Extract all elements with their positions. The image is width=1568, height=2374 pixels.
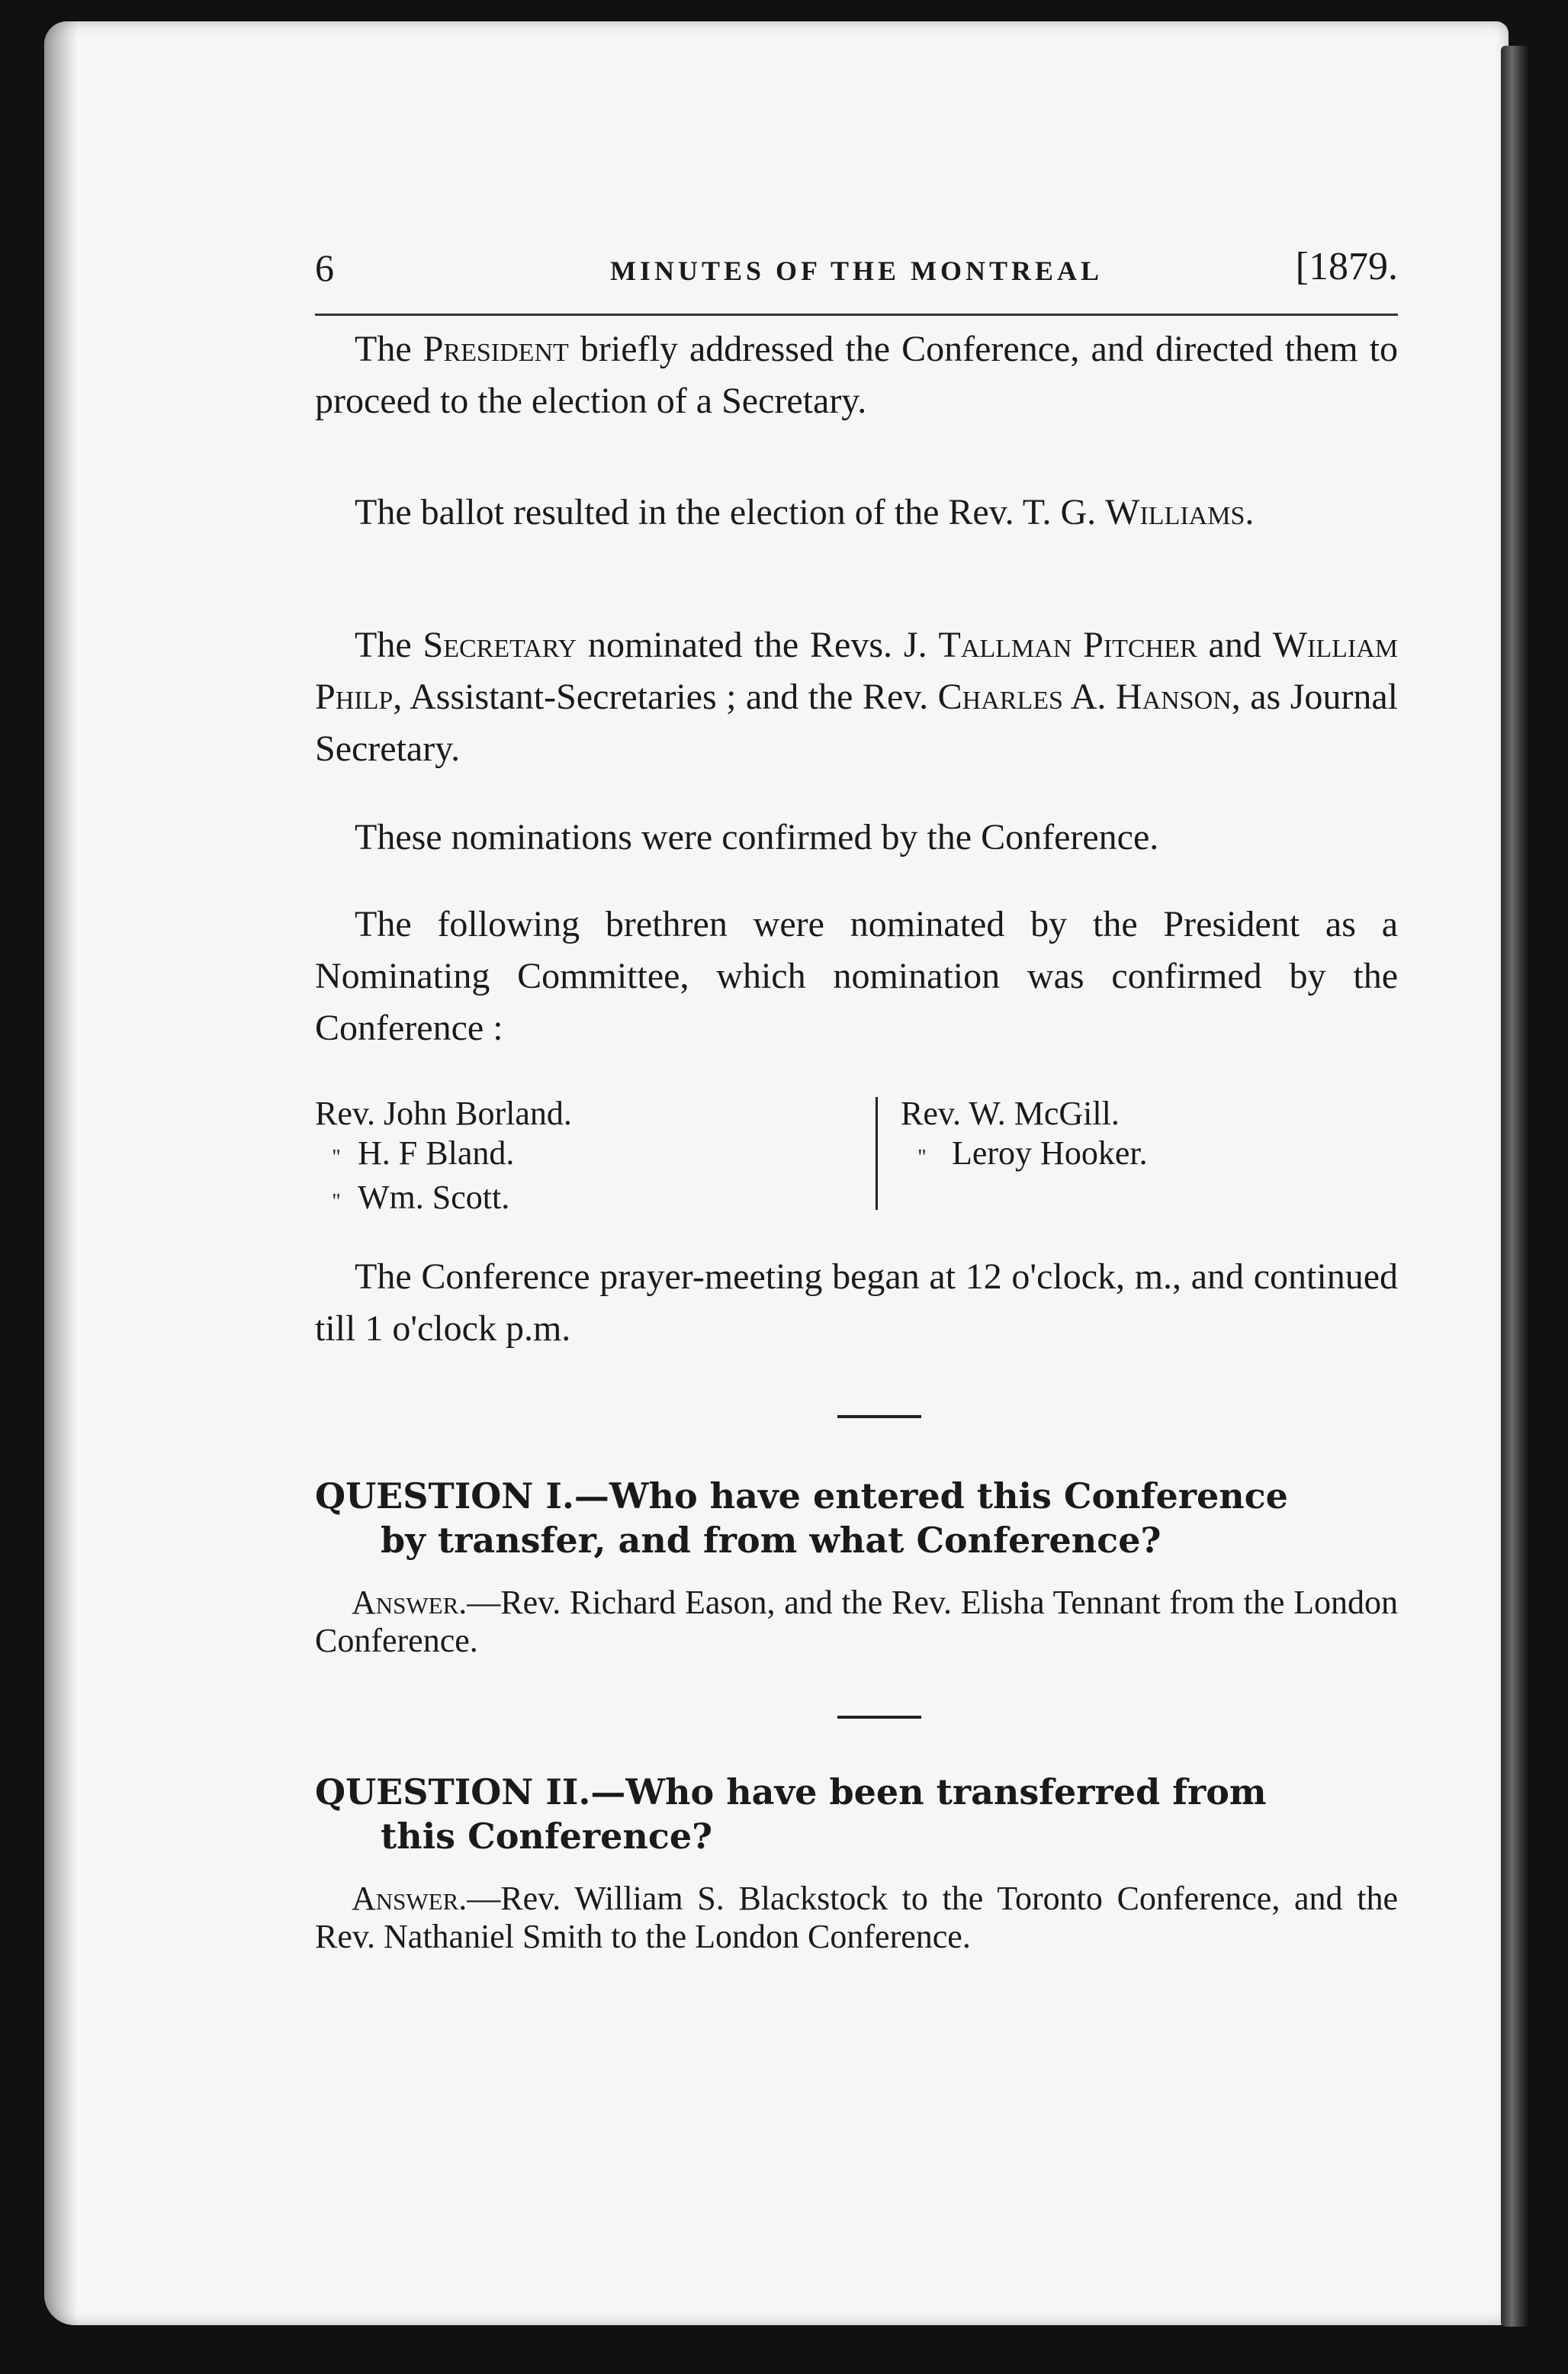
book-spine-edge: [1501, 46, 1528, 2327]
committee-member: Rev. John Borland.: [315, 1095, 572, 1132]
paragraph-president: The President briefly addressed the Conference, and directed them to proceed to the election of a Secretary.: [315, 329, 1399, 421]
header-rule: [315, 314, 1398, 316]
page-edge-shadow: [44, 21, 78, 2325]
question-1-line1: QUESTION I.—Who have entered this Conference: [315, 1475, 1288, 1517]
president-smallcaps: President: [423, 329, 569, 369]
paragraph-secretary: The Secretary nominated the Revs. J. Tallman Pitcher and William Philp, Assistant-Secretaries ; and the Rev. Charles A. Hanson, as Journal Secretary.: [315, 625, 1399, 769]
committee-member: " H. F Bland.: [332, 1134, 515, 1172]
answer-label: Answer.: [352, 1584, 468, 1621]
committee-left-column: [315, 1094, 572, 1222]
running-year: [1879.: [1295, 245, 1398, 288]
column-divider: [876, 1097, 878, 1210]
paragraph-prayer-meeting: The Conference prayer-meeting began at 12 o'clock, m., and continued till 1 o'clock p.m.: [315, 1256, 1398, 1349]
paragraph-ballot: The ballot resulted in the election of the Rev. T. G. Williams.: [355, 492, 1255, 532]
running-title: MINUTES OF THE MONTREAL: [609, 256, 1104, 286]
question-1-line2: by transfer, and from what Conference?: [381, 1520, 1162, 1561]
answer-1: Answer.—Rev. Richard Eason, and the Rev. Elisha Tennant from the London Conference.: [315, 1584, 1398, 1659]
book-page: [44, 21, 1509, 2325]
committee-member: " Wm. Scott.: [332, 1179, 510, 1216]
committee-right-column: [901, 1094, 1148, 1178]
committee-member: " Leroy Hooker.: [917, 1134, 1148, 1172]
paragraph-nominating-committee: The following brethren were nominated by the President as a Nominating Committee, which nomination was confirmed by the Conference :: [315, 904, 1398, 1048]
question-2: [315, 1770, 1398, 1858]
question-1: [315, 1474, 1398, 1562]
running-head: [315, 240, 1398, 293]
section-separator: [837, 1716, 921, 1719]
section-separator: [837, 1415, 921, 1418]
paragraph-confirmed: These nominations were confirmed by the Conference.: [355, 817, 1159, 857]
answer-label: Answer.: [352, 1880, 468, 1917]
committee-member: Rev. W. McGill.: [901, 1095, 1120, 1132]
question-2-line2: this Conference?: [381, 1816, 713, 1857]
question-2-line1: QUESTION II.—Who have been transferred from: [315, 1771, 1267, 1813]
page-number: 6: [315, 246, 334, 289]
williams-smallcaps: Williams: [1105, 492, 1245, 532]
answer-2: Answer.—Rev. William S. Blackstock to the Toronto Conference, and the Rev. Nathaniel Smith to the London Conference.: [315, 1880, 1398, 1955]
